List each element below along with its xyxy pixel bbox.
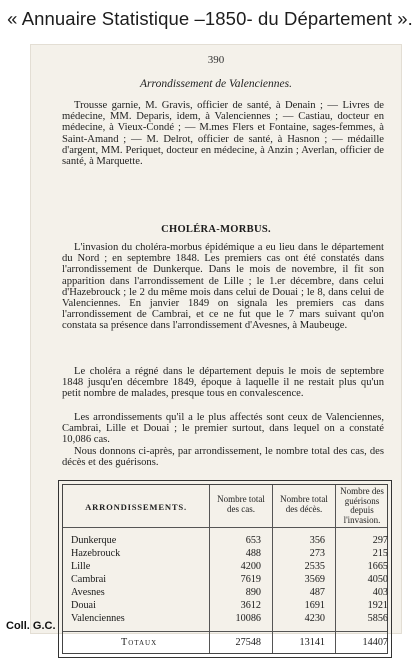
table-inner-frame — [62, 484, 388, 654]
row-deces: 487 — [309, 587, 325, 598]
table-row — [63, 587, 387, 599]
column-header-total-deces: Nombre total des décès. — [280, 494, 328, 514]
row-cas: 10086 — [235, 613, 261, 624]
section-heading: Arrondissement de Valenciennes. — [140, 78, 292, 90]
row-deces: 3569 — [304, 574, 325, 585]
table-row — [63, 613, 387, 625]
row-name: Avesnes — [71, 587, 105, 598]
row-guerisons: 1665 — [367, 561, 388, 572]
paragraph-duration: Le choléra a régné dans le département depuis le mois de septembre 1848 jusqu'en décembre 1849, époque à laquelle il ne restait plus qu'un petit nombre de malades, presque tous en convalescence. — [62, 366, 384, 400]
row-cas: 488 — [245, 548, 261, 559]
paragraph-invasion: L'invasion du choléra-morbus épidémique a eu lieu dans le département du Nord ; en septembre 1848. Les premiers cas ont été constatés dans l'arrondissement de Dunkerque. Dans le mois de novembre, il fit son apparition dans l'arrondissement de Lille ; le 1.er décembre, dans celui d'Hazebrouck ; le 2 du même mois dans celui de Douai ; le 8, dans celui de Valenciennes. En janvier 1849 on signala les premiers cas dans l'arrondissement de Cambrai, et ce ne fut que le 7 mars suivant qu'on constata sa présence dans l'arrondissement d'Avesnes, à Maubeuge. — [62, 242, 384, 332]
row-guerisons: 4050 — [367, 574, 388, 585]
scanned-page — [30, 44, 402, 648]
totals-cas: 27548 — [235, 637, 261, 648]
page-title: « Annuaire Statistique –1850- du Département ». — [7, 8, 413, 29]
paragraph-intro-table: Nous donnons ci-après, par arrondissement, le nombre total des cas, des décès et des guérisons. — [62, 446, 384, 469]
statistics-table — [58, 480, 392, 658]
column-header-total-cas: Nombre total des cas. — [217, 494, 265, 514]
row-cas: 653 — [245, 535, 261, 546]
row-deces: 273 — [309, 548, 325, 559]
row-deces: 356 — [309, 535, 325, 546]
totals-deces: 13141 — [299, 637, 325, 648]
row-deces: 4230 — [304, 613, 325, 624]
row-name: Dunkerque — [71, 535, 117, 546]
column-header-guerisons: Nombre des guérisons depuis l'invasion. — [340, 486, 384, 525]
table-row — [63, 535, 387, 547]
table-row — [63, 574, 387, 586]
table-row — [63, 600, 387, 612]
row-name: Douai — [71, 600, 96, 611]
row-cas: 3612 — [240, 600, 261, 611]
header-divider — [63, 527, 387, 528]
row-cas: 7619 — [240, 574, 261, 585]
collection-credit: Coll. G.C. — [6, 620, 56, 632]
totals-divider — [63, 631, 387, 632]
totals-label: Totaux — [121, 637, 158, 648]
row-deces: 1691 — [304, 600, 325, 611]
row-name: Lille — [71, 561, 91, 572]
cholera-heading: CHOLÉRA-MORBUS. — [161, 224, 271, 235]
page-number: 390 — [207, 54, 225, 66]
table-row — [63, 561, 387, 573]
row-name: Hazebrouck — [71, 548, 121, 559]
column-header-arrondissements: ARRONDISSEMENTS. — [85, 502, 187, 512]
row-name: Cambrai — [71, 574, 107, 585]
intro-paragraph: Trousse garnie, M. Gravis, officier de santé, à Denain ; — Livres de médecine, MM. Deparis, idem, à Valenciennes ; — Castiau, docteur en médecine, à Vieux-Condé ; — M.mes Flers et Fontaine, sages-femmes, à Saint-Amand ; — M. Delrot, officier de santé, à Hasnon ; — médaille d'argent, MM. Periquet, docteur en médecine, à Anzin ; Averlan, officier de santé, à Marquette. — [62, 100, 384, 168]
totals-guerisons: 14407 — [362, 637, 388, 648]
row-guerisons: 5856 — [367, 613, 388, 624]
totals-row — [63, 637, 387, 649]
row-deces: 2535 — [304, 561, 325, 572]
row-cas: 890 — [245, 587, 261, 598]
paragraph-affected: Les arrondissements qu'il a le plus affectés sont ceux de Valenciennes, Cambrai, Lille et Douai ; le premier surtout, dans lequel on a constaté 10,086 cas. — [62, 412, 384, 446]
row-guerisons: 403 — [372, 587, 388, 598]
row-guerisons: 1921 — [367, 600, 388, 611]
row-guerisons: 297 — [372, 535, 388, 546]
row-guerisons: 215 — [372, 548, 388, 559]
row-name: Valenciennes — [71, 613, 125, 624]
row-cas: 4200 — [240, 561, 261, 572]
table-row — [63, 548, 387, 560]
